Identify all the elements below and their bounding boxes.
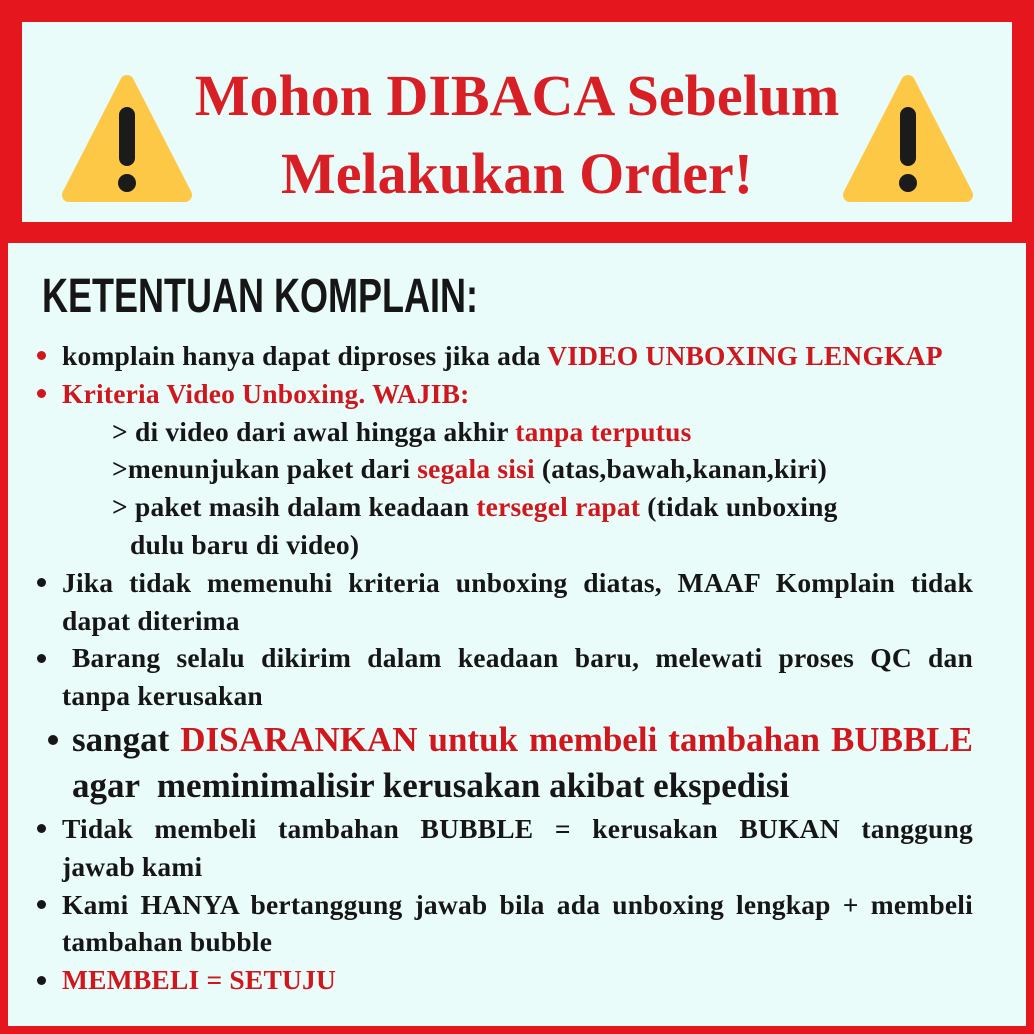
- bullet: [37, 654, 46, 663]
- rule-highlight: DISARANKAN untuk membeli tambahan BUBBLE: [180, 719, 973, 759]
- list-item: [62, 886, 973, 962]
- title-line-2: Melakukan Order!: [280, 141, 754, 206]
- rule-line: [62, 337, 973, 375]
- list-item: [62, 375, 973, 564]
- sub-point-highlight: segala sisi: [417, 453, 535, 485]
- list-item: [62, 564, 973, 640]
- list-item: [62, 961, 973, 999]
- sub-point-after: (tidak unboxing: [640, 491, 838, 523]
- rule-highlight: VIDEO UNBOXING LENGKAP: [547, 340, 943, 371]
- sub-point: [62, 413, 973, 451]
- bullet: [48, 735, 58, 745]
- list-item: [62, 810, 973, 886]
- rule-line: Barang selalu dikirim dalam keadaan baru, melewati proses QC dan: [72, 642, 973, 674]
- title-line-1: Mohon DIBACA Sebelum: [194, 63, 840, 128]
- sub-point-highlight: tanpa terputus: [515, 415, 692, 447]
- rule-line: [62, 717, 973, 763]
- sub-point-highlight: tersegel rapat: [476, 491, 641, 523]
- sub-point-text: > paket masih dalam keadaan: [112, 491, 477, 523]
- list-item-emphasis: [62, 717, 973, 809]
- section-heading: KETENTUAN KOMPLAIN:: [42, 270, 478, 323]
- rule-text: komplain hanya dapat diproses jika ada: [62, 340, 548, 371]
- rules-list: [62, 337, 973, 999]
- rule-line: Kami HANYA bertanggung jawab bila ada unboxing lengkap + membeli: [62, 888, 973, 920]
- rule-highlight: MEMBELI = SETUJU: [62, 964, 337, 996]
- rule-highlight: Kriteria Video Unboxing. WAJIB:: [62, 377, 470, 409]
- rule-line: agar meminimalisir kerusakan akibat ekspedisi: [72, 765, 790, 805]
- rule-line: Jika tidak memenuhi kriteria unboxing diatas, MAAF Komplain tidak: [62, 566, 973, 598]
- sub-point-text: >menunjukan paket dari: [112, 453, 418, 485]
- bullet: [37, 976, 46, 985]
- sub-point-continued: dulu baru di video): [130, 528, 360, 560]
- bullet: [37, 900, 46, 909]
- sub-point-text: > di video dari awal hingga akhir: [112, 415, 516, 447]
- sub-point: [62, 488, 973, 526]
- list-item: [62, 337, 973, 375]
- list-item: [62, 639, 973, 715]
- warning-icon: [843, 73, 973, 203]
- rule-line: dapat diterima: [62, 604, 240, 636]
- rule-line: jawab kami: [62, 850, 203, 882]
- rule-text: sangat: [72, 719, 181, 759]
- sub-point: [62, 450, 973, 488]
- rule-line: tambahan bubble: [62, 926, 273, 958]
- sub-point-after: (atas,bawah,kanan,kiri): [534, 453, 827, 485]
- rule-line: tanpa kerusakan: [62, 680, 263, 712]
- rule-line: Tidak membeli tambahan BUBBLE = kerusakan BUKAN tanggung: [62, 812, 973, 844]
